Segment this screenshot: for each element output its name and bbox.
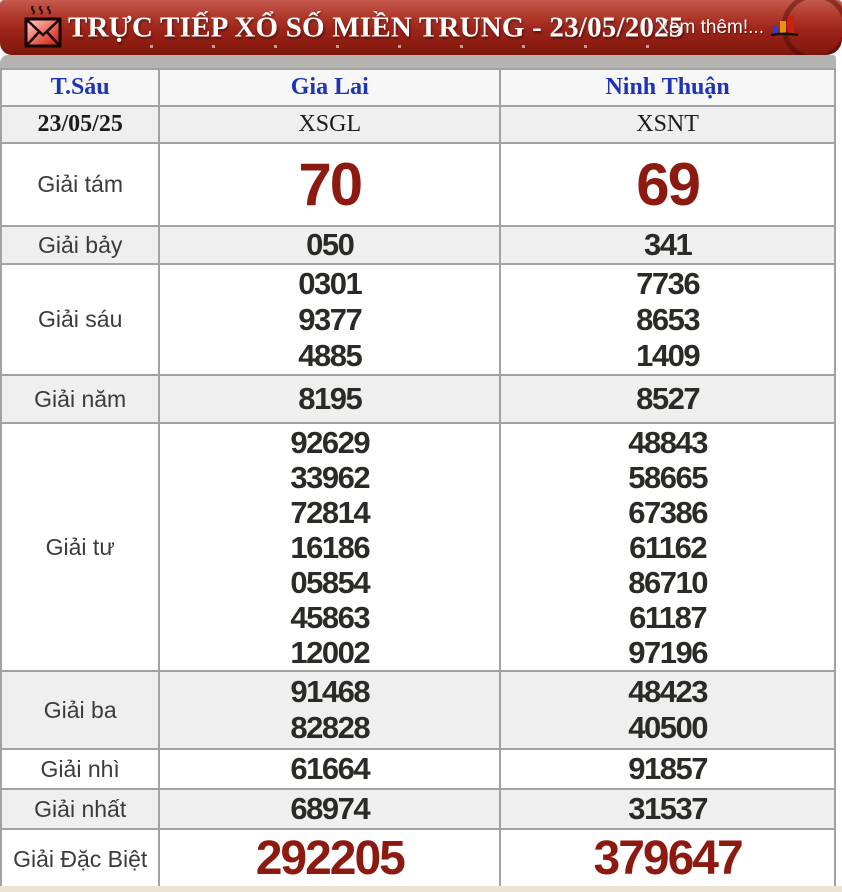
prize-number: 4885 (298, 337, 362, 373)
prize-number: 58665 (628, 459, 707, 495)
prize-number: 1409 (636, 337, 700, 373)
prize-number: 82828 (290, 710, 370, 745)
prize-number: 68974 (290, 791, 370, 826)
prize-number: 0301 (298, 265, 362, 301)
prize-number: 61162 (629, 529, 707, 565)
prize-number: 97196 (628, 634, 707, 670)
prize-label: Giải ba (1, 671, 159, 749)
gialai-numbers (159, 264, 500, 375)
envelope-icon (24, 6, 64, 55)
prize-number: 31537 (628, 791, 707, 826)
see-more-link[interactable]: Xem thêm!... (656, 16, 764, 38)
prize-number: 61664 (290, 751, 370, 786)
prize-number: 69 (636, 151, 699, 218)
gialai-numbers (159, 829, 500, 889)
table-row (1, 423, 835, 671)
prize-number: 8527 (636, 381, 700, 416)
prize-number: 8195 (298, 381, 362, 416)
prize-number: 67386 (628, 494, 707, 530)
gialai-numbers (159, 749, 500, 789)
prize-number: 16186 (290, 529, 370, 565)
ninhthuan-numbers (500, 789, 835, 829)
page-title: TRỰC TIẾP XỔ SỐ MIỀN TRUNG - 23/05/2025 (68, 11, 684, 43)
table-row (1, 264, 835, 375)
gialai-numbers (159, 375, 500, 423)
prize-number: 91857 (628, 751, 707, 786)
ninhthuan-numbers (500, 423, 835, 671)
prize-label: Giải nhì (1, 749, 159, 789)
prize-label: Giải nhất (1, 789, 159, 829)
ninhthuan-numbers (500, 749, 835, 789)
gialai-numbers (159, 671, 500, 749)
prize-label: Giải tư (1, 423, 159, 671)
prize-number: 40500 (628, 710, 707, 745)
banner-shadow-strip (0, 55, 836, 68)
prize-number: 72814 (290, 494, 370, 530)
prize-number: 45863 (290, 599, 370, 635)
prize-number: 48843 (628, 424, 707, 460)
table-row (1, 143, 835, 226)
bar-chart-icon[interactable] (770, 14, 800, 43)
prize-number: 33962 (290, 459, 370, 495)
ninhthuan-numbers (500, 829, 835, 889)
province-header-ninhthuan[interactable]: Ninh Thuận (500, 69, 835, 106)
ninhthuan-numbers (500, 264, 835, 375)
prize-number: 91468 (290, 674, 370, 709)
table-row (1, 789, 835, 829)
prize-label: Giải sáu (1, 264, 159, 375)
prize-number: 70 (298, 151, 362, 218)
weekday-header: T.Sáu (1, 69, 159, 106)
draw-date: 23/05/25 (1, 106, 159, 143)
prize-number: 48423 (628, 674, 707, 709)
weekday-header-row (1, 69, 835, 106)
table-row (1, 671, 835, 749)
prize-number: 8653 (636, 301, 700, 337)
table-row (1, 749, 835, 789)
prize-number: 86710 (628, 564, 707, 600)
prize-number: 92629 (290, 424, 370, 460)
table-row (1, 226, 835, 264)
gialai-numbers (159, 226, 500, 264)
gialai-numbers (159, 423, 500, 671)
prize-number: 12002 (290, 634, 370, 670)
prize-number: 292205 (255, 832, 404, 885)
ninhthuan-numbers (500, 226, 835, 264)
table-row (1, 375, 835, 423)
prize-rows (1, 69, 835, 889)
ninhthuan-numbers (500, 375, 835, 423)
prize-number: 379647 (593, 832, 742, 885)
ninhthuan-numbers (500, 671, 835, 749)
prize-number: 9377 (298, 301, 362, 337)
page-bottom-strip (0, 886, 842, 892)
province-header-gialai[interactable]: Gia Lai (159, 69, 500, 106)
prize-number: 61187 (629, 599, 707, 635)
prize-label: Giải bảy (1, 226, 159, 264)
prize-number: 05854 (290, 564, 370, 600)
prize-number: 7736 (636, 265, 700, 301)
gialai-numbers (159, 143, 500, 226)
draw-code-row (1, 106, 835, 143)
prize-label: Giải năm (1, 375, 159, 423)
prize-label: Giải Đặc Biệt (1, 829, 159, 889)
ninhthuan-numbers (500, 143, 835, 226)
draw-code-ninhthuan: XSNT (500, 106, 835, 143)
prize-label: Giải tám (1, 143, 159, 226)
table-row (1, 829, 835, 889)
prize-number: 050 (306, 227, 354, 262)
gialai-numbers (159, 789, 500, 829)
draw-code-gialai: XSGL (159, 106, 500, 143)
results-table (0, 68, 836, 890)
header-banner (0, 0, 842, 55)
prize-number: 341 (643, 227, 692, 262)
